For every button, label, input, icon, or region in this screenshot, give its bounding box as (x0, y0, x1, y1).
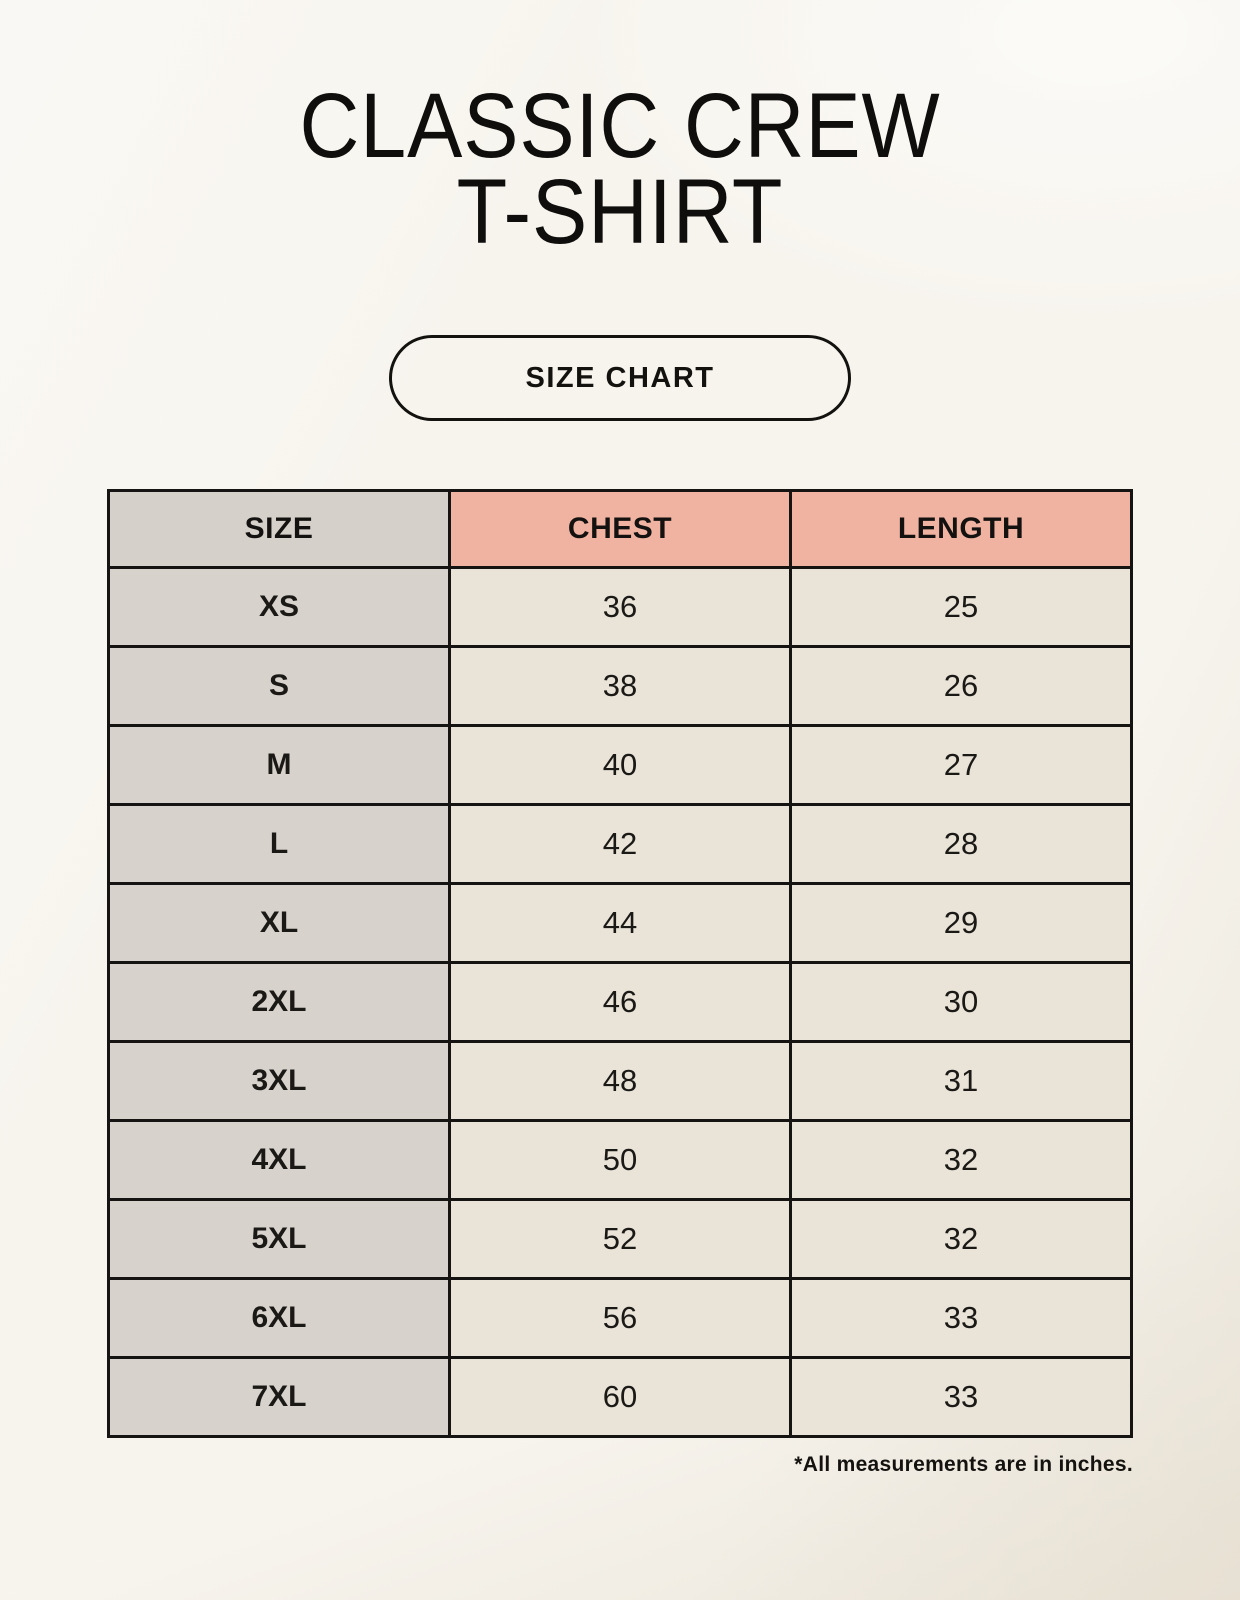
chest-value-cell: 44 (450, 884, 791, 963)
length-value-cell: 33 (791, 1279, 1132, 1358)
table-row (109, 1279, 1132, 1358)
size-chart-table (107, 489, 1133, 1438)
size-chart-badge (389, 335, 851, 421)
chest-value-cell: 48 (450, 1042, 791, 1121)
table-row (109, 884, 1132, 963)
length-value-cell: 27 (791, 726, 1132, 805)
length-value-cell: 29 (791, 884, 1132, 963)
table-row (109, 1042, 1132, 1121)
chest-value-cell: 50 (450, 1121, 791, 1200)
size-label-cell: M (109, 726, 450, 805)
size-label-cell: 7XL (109, 1358, 450, 1437)
chest-value-cell: 42 (450, 805, 791, 884)
chest-value-cell: 38 (450, 647, 791, 726)
size-table-header-row (109, 491, 1132, 568)
chest-value-cell: 56 (450, 1279, 791, 1358)
column-header-length: LENGTH (791, 491, 1132, 568)
table-row (109, 963, 1132, 1042)
table-row (109, 805, 1132, 884)
chest-value-cell: 60 (450, 1358, 791, 1437)
page-title (62, 0, 1178, 263)
table-row (109, 1358, 1132, 1437)
chest-value-cell: 40 (450, 726, 791, 805)
size-label-cell: XS (109, 568, 450, 647)
size-label-cell: XL (109, 884, 450, 963)
size-label-cell: 5XL (109, 1200, 450, 1279)
length-value-cell: 32 (791, 1121, 1132, 1200)
length-value-cell: 31 (791, 1042, 1132, 1121)
measurements-footnote: *All measurements are in inches. (794, 1453, 1133, 1477)
column-header-chest: CHEST (450, 491, 791, 568)
column-header-size: SIZE (109, 491, 450, 568)
size-label-cell: 4XL (109, 1121, 450, 1200)
table-row (109, 647, 1132, 726)
page-title-line-1: CLASSIC CREW (299, 75, 941, 177)
chest-value-cell: 36 (450, 568, 791, 647)
length-value-cell: 30 (791, 963, 1132, 1042)
chest-value-cell: 52 (450, 1200, 791, 1279)
page-title-line-2: T-SHIRT (456, 160, 784, 263)
length-value-cell: 32 (791, 1200, 1132, 1279)
table-row (109, 726, 1132, 805)
size-table-body (109, 568, 1132, 1437)
size-label-cell: 2XL (109, 963, 450, 1042)
table-row (109, 568, 1132, 647)
size-table-head (109, 491, 1132, 568)
table-row (109, 1200, 1132, 1279)
size-label-cell: S (109, 647, 450, 726)
size-label-cell: 6XL (109, 1279, 450, 1358)
table-row (109, 1121, 1132, 1200)
length-value-cell: 28 (791, 805, 1132, 884)
length-value-cell: 26 (791, 647, 1132, 726)
length-value-cell: 33 (791, 1358, 1132, 1437)
length-value-cell: 25 (791, 568, 1132, 647)
chest-value-cell: 46 (450, 963, 791, 1042)
size-label-cell: L (109, 805, 450, 884)
size-label-cell: 3XL (109, 1042, 450, 1121)
size-chart-badge-label: SIZE CHART (525, 362, 715, 395)
